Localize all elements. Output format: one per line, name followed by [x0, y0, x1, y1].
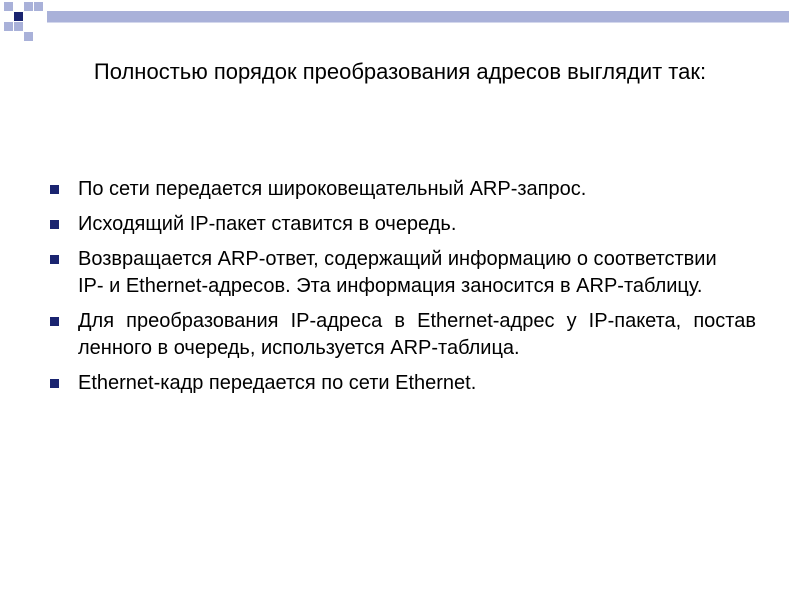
list-item: [48, 176, 756, 203]
decor-square: [14, 12, 23, 21]
bullet-square-icon: [50, 255, 59, 264]
bullet-square-icon: [50, 317, 59, 326]
bullet-square-icon: [50, 379, 59, 388]
list-item: [48, 211, 756, 238]
decor-square: [24, 32, 33, 41]
list-item-text: Исходящий IP-пакет ставится в очередь.: [78, 213, 457, 235]
list-item-text: Ethernet-кадр передается по сети Ethernet.: [78, 372, 477, 394]
list-item: [48, 308, 756, 362]
decor-square: [34, 2, 43, 11]
list-item-text: Возвращается ARP-ответ, содержащий информацию о соответствии IP- и Ethernet-адресов. Эта информация заносится в ARP-таблицу.: [78, 248, 717, 297]
bullet-square-icon: [50, 185, 59, 194]
list-item: [48, 246, 756, 300]
list-item-text: По сети передается широковещательный ARP-запрос.: [78, 178, 587, 200]
decor-square: [4, 2, 13, 11]
header-bar: [47, 11, 789, 22]
list-item: [48, 370, 756, 397]
decor-square: [4, 22, 13, 31]
bullet-square-icon: [50, 220, 59, 229]
decor-square: [14, 22, 23, 31]
list-item-text: Для преобразования IP-адреса в Ethernet-адрес у IP-пакета, постав ленного в очередь, используется ARP-таблица.: [78, 310, 756, 359]
header-divider: [47, 22, 789, 23]
bullet-list: [48, 176, 756, 405]
slide-title: Полностью порядок преобразования адресов выглядит так:: [93, 59, 707, 84]
decor-square: [24, 2, 33, 11]
